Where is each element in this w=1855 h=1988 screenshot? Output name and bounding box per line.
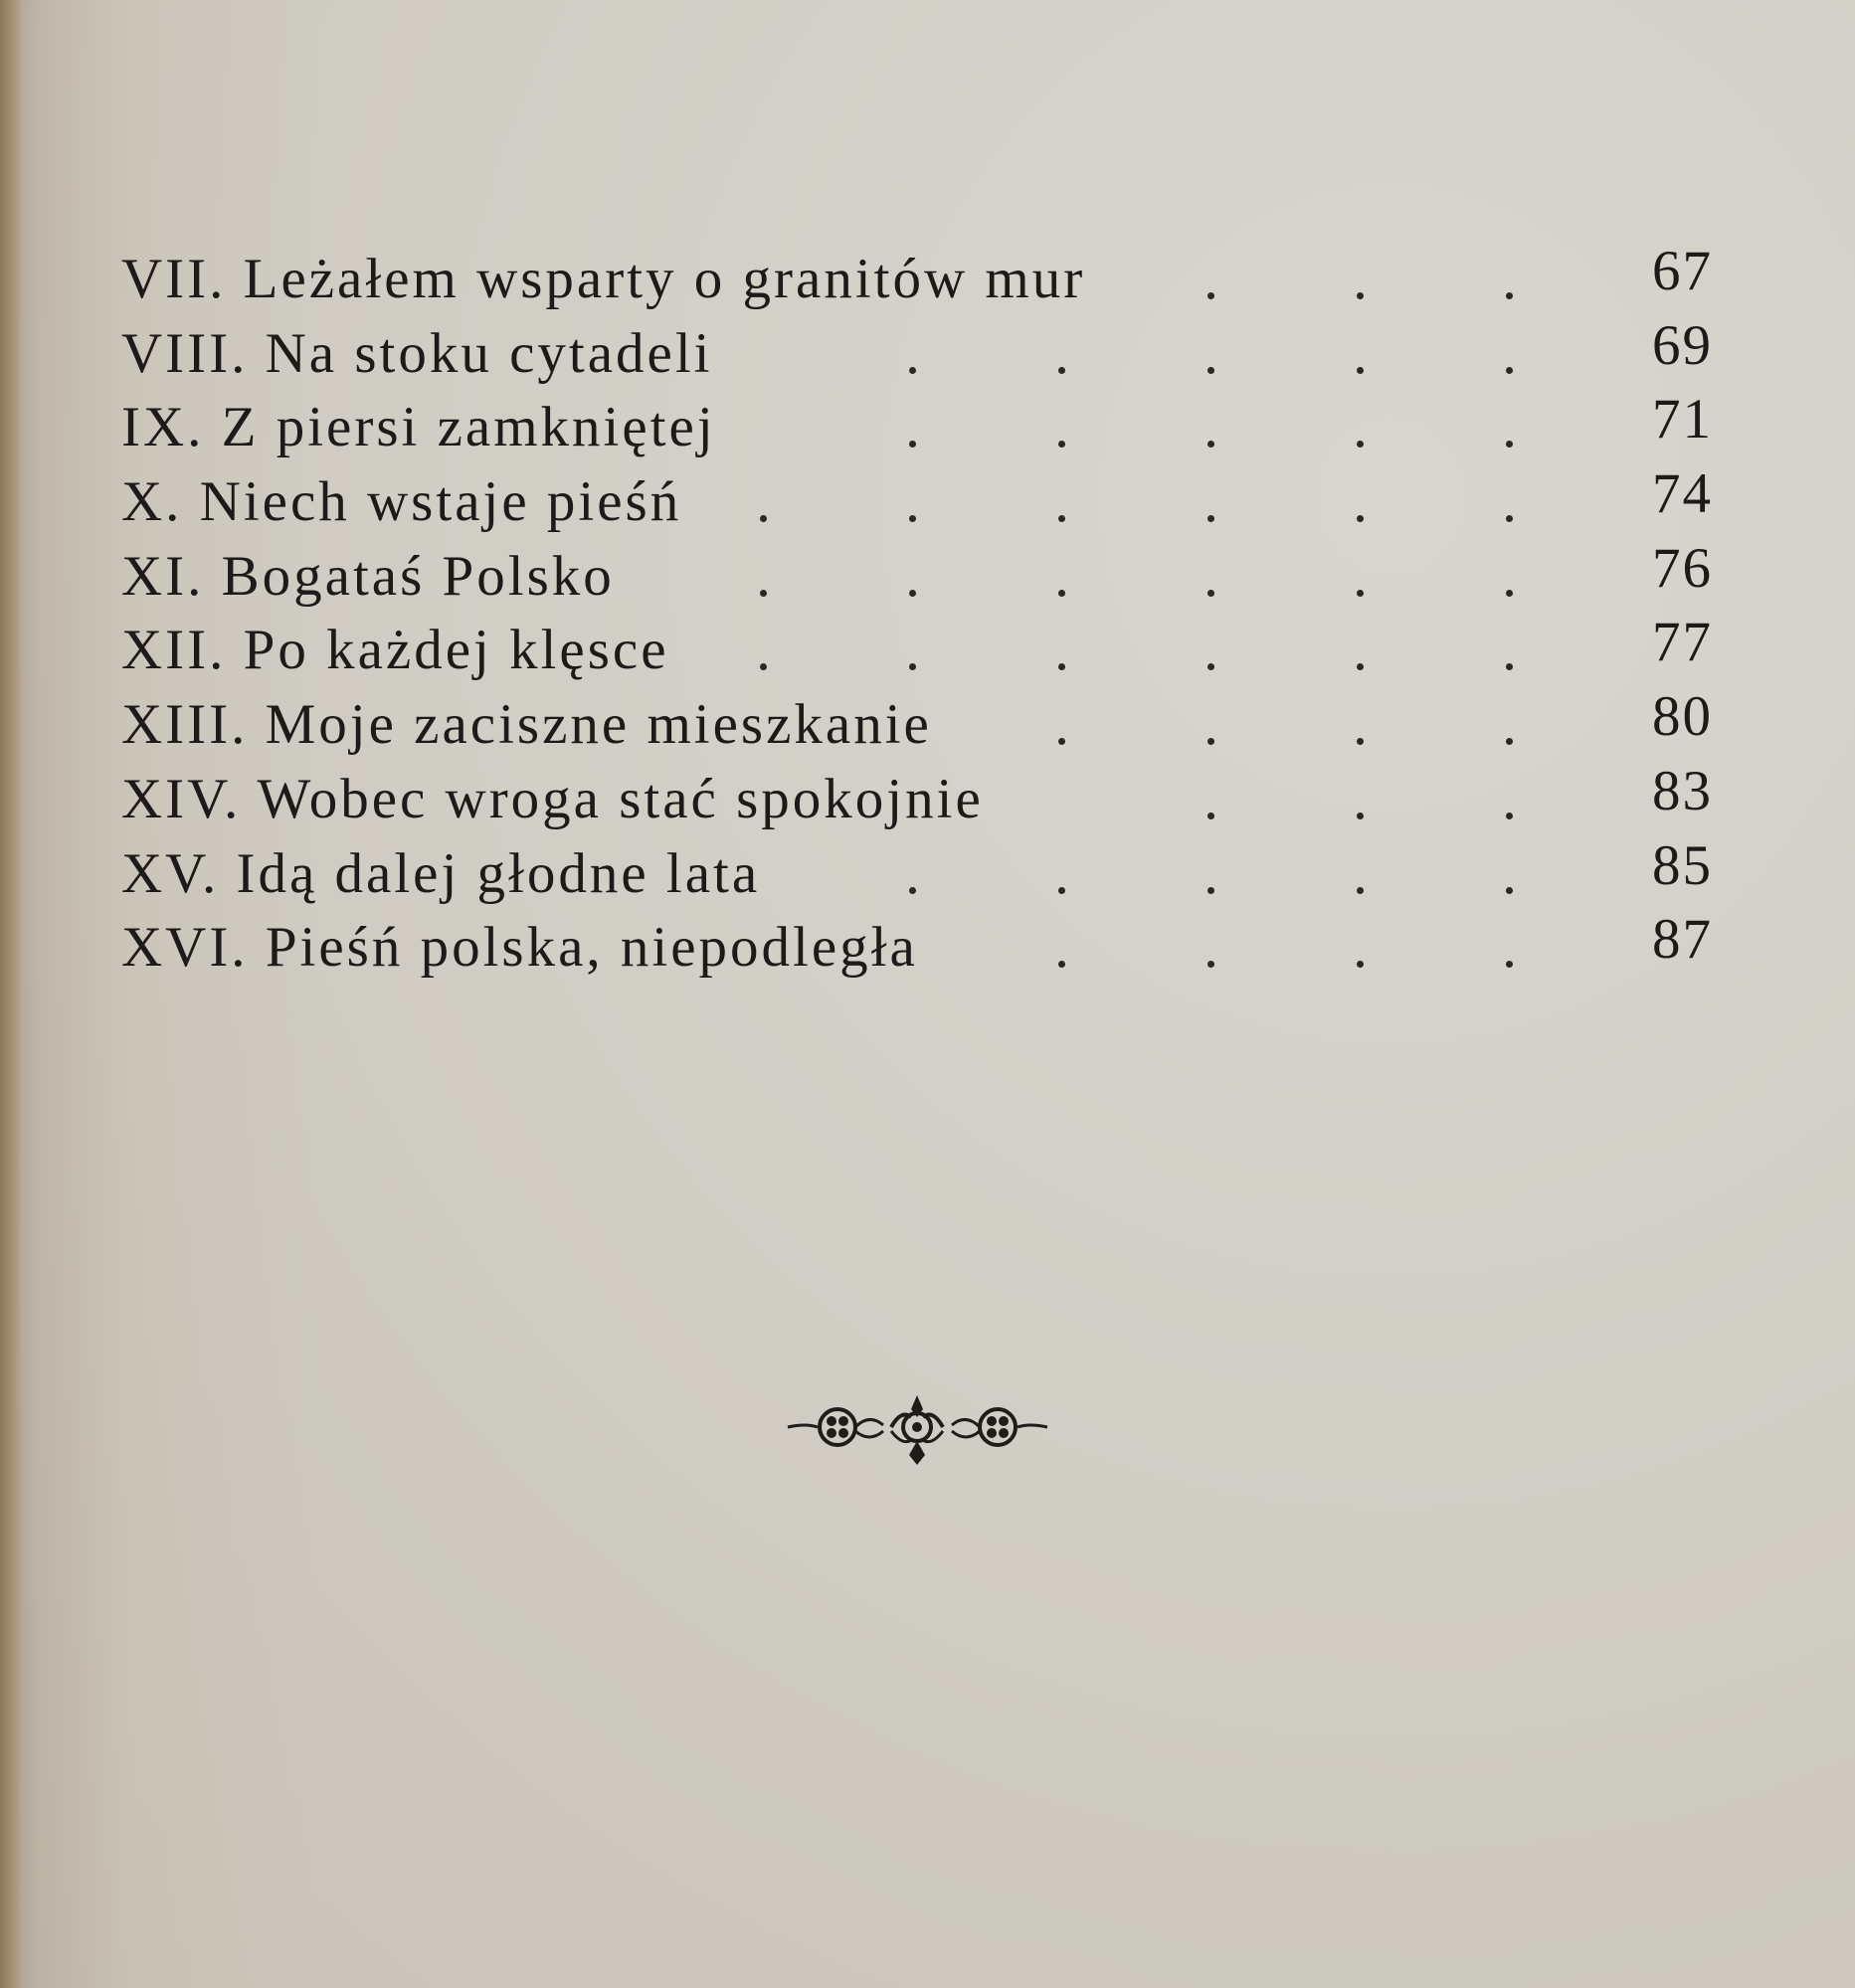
toc-entry-number: X. — [121, 470, 183, 534]
leader-dot — [1357, 367, 1364, 374]
leader-dot — [1506, 590, 1513, 597]
leader-dot — [760, 663, 767, 670]
leader-dot — [1207, 590, 1214, 597]
dot-leaders — [121, 618, 1534, 691]
leader-dot — [1357, 515, 1364, 522]
toc-entry-title-text: Wobec wroga stać spokojnie — [257, 767, 984, 830]
toc-entry-number: XIII. — [121, 693, 249, 757]
leader-dot — [1357, 663, 1364, 670]
leader-dot — [1506, 961, 1513, 968]
leader-dot — [1357, 441, 1364, 448]
toc-page-number: 74 — [1652, 462, 1713, 526]
leader-dot — [1506, 887, 1513, 894]
toc-entry-title-text: Moje zaciszne mieszkanie — [265, 693, 932, 757]
leader-dot — [1506, 441, 1513, 448]
toc-row — [121, 240, 1713, 321]
dot-leaders — [121, 544, 1534, 618]
toc-entry-number: XV. — [121, 841, 220, 905]
floral-tailpiece-ornament-icon — [786, 1387, 1049, 1467]
toc-entry-title-text: Bogataś Polsko — [221, 544, 615, 608]
toc-page-number: 83 — [1652, 759, 1713, 822]
toc-entry-title-text: Na stoku cytadeli — [265, 321, 713, 385]
leader-dot — [1207, 813, 1214, 819]
dot-leaders — [121, 469, 1534, 543]
toc-page-number: 77 — [1652, 611, 1713, 674]
toc-entry-number: IX. — [121, 396, 205, 459]
dot-leaders — [121, 692, 1534, 766]
toc-entry-title-text: Idą dalej głodne lata — [236, 841, 761, 905]
leader-dot — [1058, 663, 1065, 670]
page-gutter-edge — [0, 0, 22, 1988]
leader-dot — [909, 441, 916, 448]
toc-row — [121, 759, 1713, 841]
leader-dot — [1207, 367, 1214, 374]
toc-row — [121, 908, 1713, 990]
toc-entry-title-text: Z piersi zamkniętej — [221, 396, 716, 459]
dot-leaders — [121, 321, 1534, 395]
leader-dot — [1506, 663, 1513, 670]
toc-row — [121, 313, 1713, 396]
toc-row — [121, 462, 1713, 544]
toc-entry-number: XVI. — [121, 916, 249, 980]
leader-dot — [1506, 367, 1513, 374]
leader-dot — [909, 367, 916, 374]
leader-dot — [1207, 663, 1214, 670]
leader-dot — [909, 663, 916, 670]
toc-page-number: 87 — [1652, 908, 1713, 972]
leader-dot — [1207, 738, 1214, 745]
toc-page-number: 85 — [1652, 833, 1713, 897]
leader-dot — [1506, 813, 1513, 819]
leader-dot — [909, 590, 916, 597]
leader-dot — [1207, 887, 1214, 894]
toc-page-number: 71 — [1652, 388, 1713, 452]
leader-dot — [1207, 441, 1214, 448]
toc-row — [121, 611, 1713, 692]
leader-dot — [760, 515, 767, 522]
leader-dot — [1357, 887, 1364, 894]
leader-dot — [1357, 738, 1364, 745]
leader-dot — [1058, 738, 1065, 745]
leader-dot — [1058, 441, 1065, 448]
leader-dot — [1058, 367, 1065, 374]
leader-dot — [1357, 590, 1364, 597]
toc-page-number: 80 — [1652, 685, 1713, 749]
dot-leaders — [121, 915, 1534, 989]
dot-leaders — [121, 841, 1534, 915]
leader-dot — [1207, 961, 1214, 968]
leader-dot — [1357, 813, 1364, 819]
toc-entry-number: VII. — [121, 248, 227, 310]
leader-dot — [1506, 515, 1513, 522]
leader-dot — [1357, 292, 1364, 299]
leader-dot — [1058, 887, 1065, 894]
toc-page-number: 67 — [1652, 240, 1713, 302]
leader-dot — [1357, 961, 1364, 968]
leader-dot — [1058, 590, 1065, 597]
leader-dot — [1058, 515, 1065, 522]
toc-row — [121, 685, 1713, 767]
toc-entry-title-text: Po każdej klęsce — [243, 619, 669, 682]
toc-entry-number: XIV. — [121, 767, 242, 830]
toc-row — [121, 833, 1713, 916]
leader-dot — [909, 515, 916, 522]
toc-entry-number: XI. — [121, 544, 205, 608]
leader-dot — [1207, 292, 1214, 299]
toc-page-number: 69 — [1652, 313, 1713, 377]
leader-dot — [909, 887, 916, 894]
leader-dot — [1506, 292, 1513, 299]
toc-entry-number: XII. — [121, 619, 227, 682]
toc-page-number: 76 — [1652, 536, 1713, 600]
dot-leaders — [121, 247, 1534, 320]
dot-leaders — [121, 395, 1534, 468]
toc-entry-title-text: Niech wstaje pieśń — [199, 470, 682, 534]
toc-entry-title-text: Leżałem wsparty o granitów mur — [243, 248, 1086, 310]
leader-dot — [760, 590, 767, 597]
leader-dot — [1058, 961, 1065, 968]
dot-leaders — [121, 767, 1534, 840]
toc-entry-number: VIII. — [121, 321, 249, 385]
table-of-contents — [121, 240, 1713, 990]
toc-row — [121, 536, 1713, 619]
leader-dot — [1506, 738, 1513, 745]
leader-dot — [1207, 515, 1214, 522]
toc-entry-title-text: Pieśń polska, niepodległa — [265, 916, 918, 980]
toc-row — [121, 388, 1713, 469]
